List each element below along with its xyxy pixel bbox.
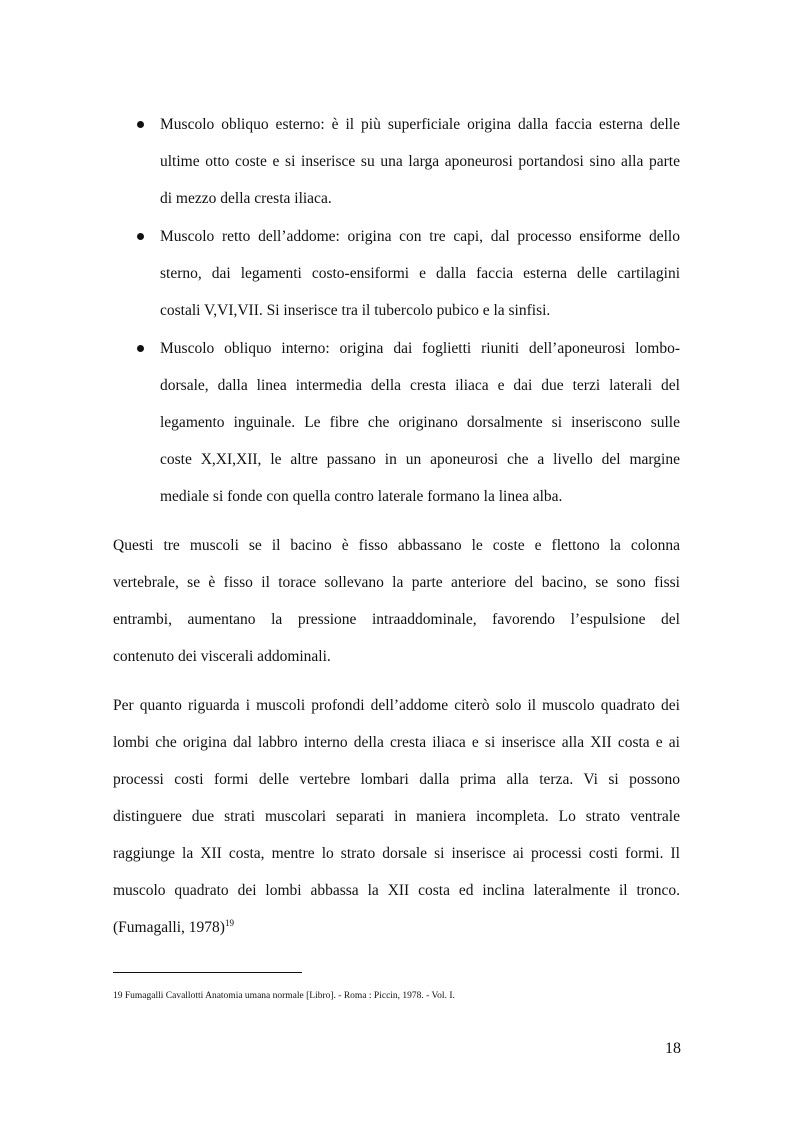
bullet-dot: [137, 345, 144, 352]
paragraph-2-line-3: processi costi formi delle vertebre lombari dalla prima alla terza. Vi si possono: [113, 771, 680, 788]
paragraph-2-line-5: raggiunge la XII costa, mentre lo strato dorsale si inserisce ai processi costi formi. Il: [113, 845, 680, 862]
paragraph-2-line-2: lombi che origina dal labbro interno della cresta iliaca e si inserisce alla XII costa e ai: [113, 734, 680, 751]
page-number: 18: [665, 1040, 681, 1057]
bullet-2-line-2: sterno, dai legamenti costo-ensiformi e dalla faccia esterna delle cartilagini: [160, 265, 680, 282]
citation: (Fumagalli, 1978): [113, 919, 225, 936]
footnote-separator: [113, 972, 302, 973]
paragraph-1-line-2: vertebrale, se è fisso il torace sollevano la parte anteriore del bacino, se sono fissi: [113, 574, 680, 591]
paragraph-1-line-3: entrambi, aumentano la pressione intraaddominale, favorendo l’espulsione del: [113, 611, 680, 628]
bullet-3-line-1: Muscolo obliquo interno: origina dai foglietti riuniti dell’aponeurosi lombo-: [160, 340, 680, 357]
bullet-3-line-4: coste X,XI,XII, le altre passano in un aponeurosi che a livello del margine: [160, 451, 680, 468]
bullet-3-line-2: dorsale, dalla linea intermedia della cresta iliaca e dai due terzi laterali del: [160, 377, 680, 394]
paragraph-1-line-1: Questi tre muscoli se il bacino è fisso abbassano le coste e flettono la colonna: [113, 537, 680, 554]
bullet-3-line-3: legamento inguinale. Le fibre che originano dorsalmente si inseriscono sulle: [160, 414, 680, 431]
bullet-1-line-1: Muscolo obliquo esterno: è il più superficiale origina dalla faccia esterna delle: [160, 116, 680, 133]
paragraph-2-line-1: Per quanto riguarda i muscoli profondi dell’addome citerò solo il muscolo quadrato dei: [113, 697, 680, 714]
bullet-dot: [137, 121, 144, 128]
paragraph-1-line-4: contenuto dei viscerali addominali.: [113, 648, 331, 665]
footnote-ref[interactable]: 19: [224, 917, 234, 928]
bullet-2-line-3: costali V,VI,VII. Si inserisce tra il tubercolo pubico e la sinfisi.: [160, 302, 551, 319]
paragraph-2-line-6: muscolo quadrato dei lombi abbassa la XII costa ed inclina lateralmente il tronco.: [113, 882, 680, 899]
bullet-1-line-3: di mezzo della cresta iliaca.: [160, 190, 332, 207]
footnote: 19 Fumagalli Cavallotti Anatomia umana normale [Libro]. - Roma : Piccin, 1978. - Vol. I.: [113, 991, 455, 1001]
paragraph-2-line-4: distinguere due strati muscolari separati in maniera incompleta. Lo strato ventrale: [113, 808, 680, 825]
paragraph-2-line-7: [113, 918, 680, 938]
bullet-dot: [137, 233, 144, 240]
bullet-3-line-5: mediale si fonde con quella contro laterale formano la linea alba.: [160, 488, 563, 505]
bullet-2-line-1: Muscolo retto dell’addome: origina con tre capi, dal processo ensiforme dello: [160, 228, 680, 245]
bullet-1-line-2: ultime otto coste e si inserisce su una larga aponeurosi portandosi sino alla parte: [160, 153, 680, 170]
